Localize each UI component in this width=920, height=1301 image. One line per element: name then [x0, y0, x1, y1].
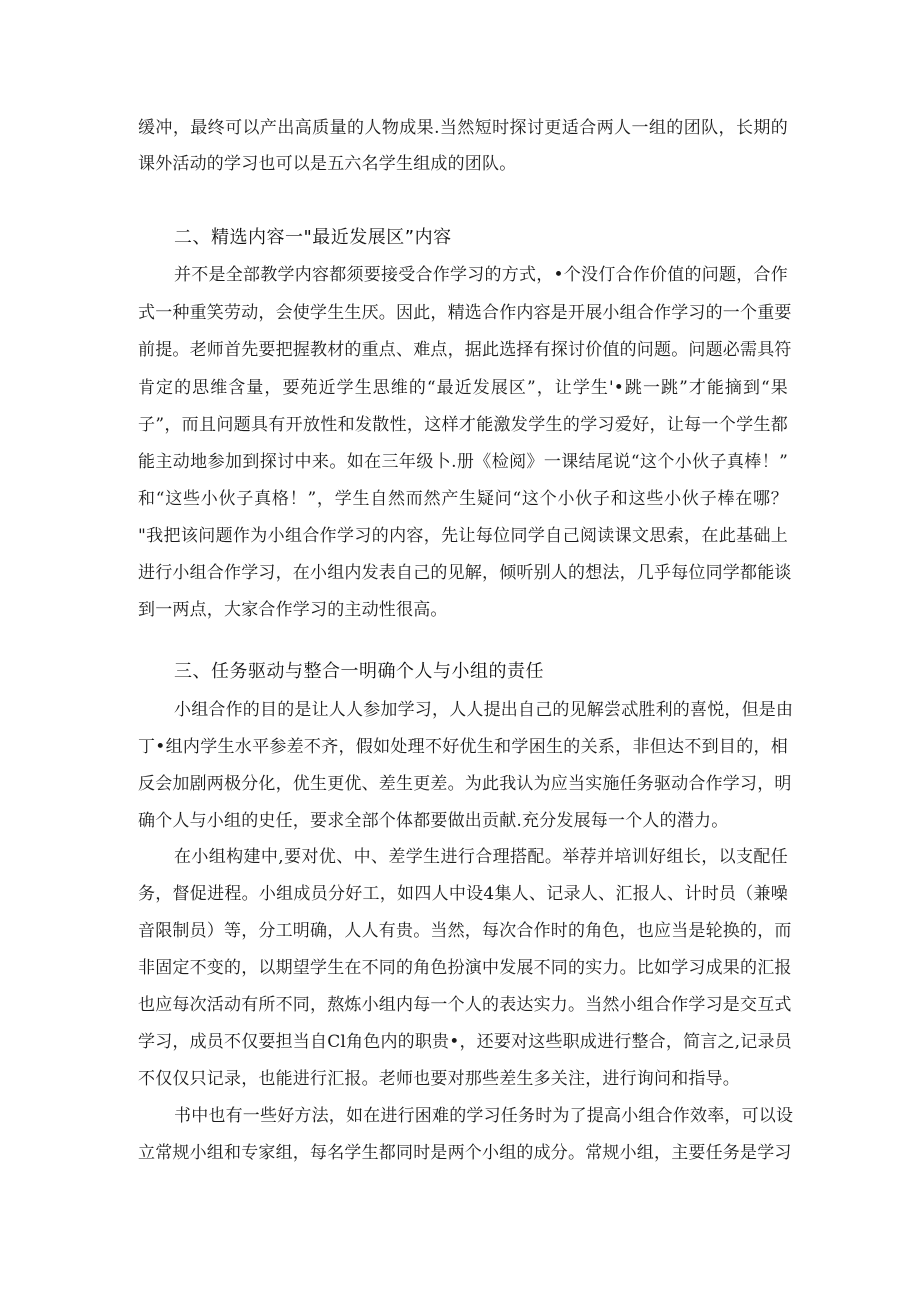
section2-p1-line-10: 到一两点，大家合作学习的主动性很高。	[138, 600, 448, 620]
section3-p1-line-1: 小组合作的目的是让人人参加学习，人人提出自己的见解尝忒胜利的喜悦，但是由	[174, 700, 794, 720]
section3-p3-line-2: 立常规小组和专家组，每名学生都同时是两个小组的成分。常规小组，主要任务是学习	[138, 1143, 792, 1163]
section2-p1-line-8: "我把该问题作为小组合作学习的内容，先让每位同学自己阅读课文思索，在此基础上	[138, 526, 788, 546]
intro-line-1: 缓冲，最终可以产出高质量的人物成果.当然短时探讨更适合两人一组的团队，长期的	[138, 118, 788, 138]
section2-p1-line-9: 进行小组合作学习，在小组内发表自己的见解，倾听别人的想法，几乎每位同学都能谈	[138, 563, 792, 583]
section3-p1-line-4: 确个人与小组的史任，要求全部个体都要做出贡献.充分发展每一个人的潜力。	[138, 811, 729, 831]
section2-p1-line-5: 子”，而且问题具有开放性和发散性，这样才能激发学生的学习爱好，让每一个学生都	[138, 415, 788, 435]
section3-p2-line-3: 音限制员）等，分工明确，人人有贵。当然，每次合作时的角色，也应当是轮换的，而	[138, 921, 792, 941]
section3-p3-line-1: 书中也有一些好方法，如在进行困难的学习任务时为了提高小组合作效率，可以设	[174, 1106, 794, 1126]
section3-p1-line-2: 丁•组内学生水平参差不齐，假如处理不好优生和学困生的关系，非但达不到目的，相	[138, 737, 788, 757]
section3-p2-line-1: 在小组构建中,要对优、中、差学生进行合理搭配。举荐并培训好组长，以支配任	[174, 847, 788, 867]
section3-p2-line-4: 非固定不变的，以期望学生在不同的角色扮演中发展不同的实力。比如学习成果的汇报	[138, 958, 792, 978]
section3-p1-line-3: 反会加剧两极分化，优生更优、差生更差。为此我认为应当实施任务驱动合作学习，明	[138, 774, 792, 794]
section2-p1-line-7: 和“这些小伙子真格！”，学生自然而然产生疑问“这个小伙子和这些小伙子棒在哪？	[138, 489, 788, 509]
section2-heading: 二、精选内容一"最近发展区”内容	[174, 227, 452, 248]
section2-p1-line-6: 能主动地参加到探讨中来。如在三年级卜.册《检阅》一课结尾说“这个小伙子真棒！”	[138, 452, 788, 472]
section2-p1-line-2: 式一种重笑劳动，会使学生生厌。因此，精选合作内容是开展小组合作学习的一个重要	[138, 303, 792, 323]
section2-p1-line-3: 前提。老师首先要把握教材的重点、难点，据此选择有探讨价值的问题。问题必需具符	[138, 340, 792, 360]
section3-p2-line-5: 也应每次活动有所不同，熬炼小组内每一个人的表达实力。当然小组合作学习是交互式	[138, 995, 792, 1015]
section3-p2-line-6: 学习，成员不仅要担当自Cl角色内的职贵•，还要对这些职成进行整合，简言之,记录员	[138, 1032, 792, 1052]
section3-p2-line-2: 务，督促进程。小组成员分好工，如四人中设4集人、记录人、汇报人、计时员（兼噪	[138, 884, 788, 904]
section2-p1-line-4: 肯定的思维含量，要苑近学生思维的“最近发展区”，让学生'•跳一跳”才能摘到“果	[138, 378, 788, 398]
section3-heading: 三、任务驱动与整合一明确个人与小组的责任	[174, 661, 544, 682]
intro-line-2: 课外活动的学习也可以是五六名学生组成的团队。	[138, 154, 517, 174]
section2-p1-line-1: 并不是全部教学内容都须要接受合作学习的方式，•个没仃合作价值的问题，合作	[174, 265, 788, 285]
section3-p2-line-7: 不仅仅只记录，也能进行汇报。老师也要对那些差生多关注，进行询问和指导。	[138, 1069, 740, 1089]
